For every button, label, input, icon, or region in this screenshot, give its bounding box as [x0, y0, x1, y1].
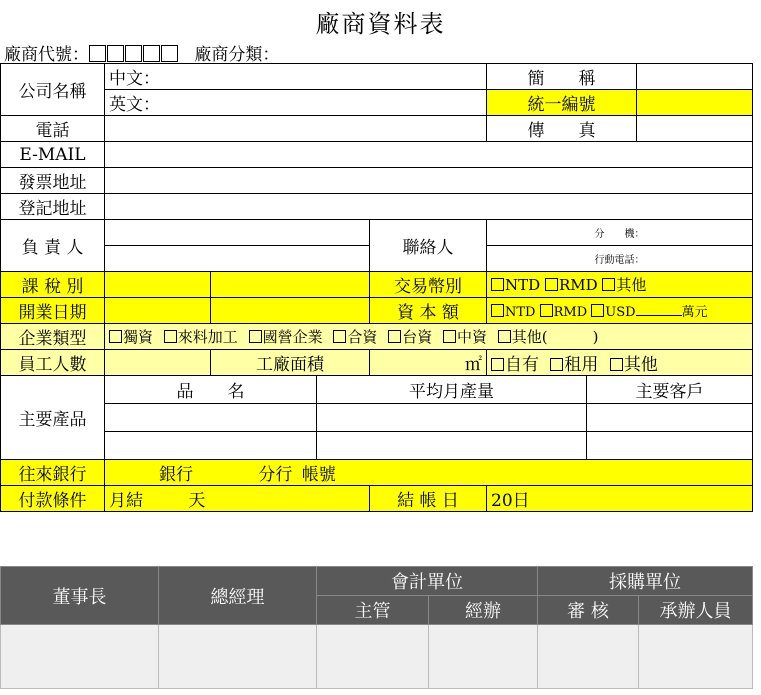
code-box[interactable]	[143, 45, 160, 62]
capital-unit: 萬元	[681, 305, 708, 320]
business-type-label: 企業類型	[1, 324, 105, 350]
supervisor-sign-cell[interactable]	[317, 625, 429, 689]
gm-header: 總經理	[159, 567, 317, 625]
option-label: 租用	[564, 355, 599, 375]
code-box[interactable]	[161, 45, 178, 62]
reviewer-header: 審 核	[538, 596, 639, 625]
days-text: 天	[188, 491, 206, 511]
employees-field[interactable]	[105, 350, 211, 376]
signoff-table	[0, 566, 753, 689]
english-name-field[interactable]	[105, 90, 487, 116]
bank-label: 往來銀行	[1, 460, 105, 486]
gm-sign-cell[interactable]	[159, 625, 317, 689]
code-box[interactable]	[125, 45, 142, 62]
reviewer-sign-cell[interactable]	[538, 625, 639, 689]
tax-type-field-2[interactable]	[211, 272, 370, 298]
extension-field[interactable]	[487, 220, 753, 246]
factory-area-field[interactable]	[370, 350, 487, 376]
short-name-label: 簡 稱	[487, 64, 637, 90]
product-name-cell[interactable]	[105, 404, 317, 432]
accounting-header: 會計單位	[317, 567, 538, 596]
capital-amount-blank[interactable]	[636, 315, 682, 316]
currency-label: 交易幣別	[370, 272, 487, 298]
checkbox-other[interactable]	[498, 330, 511, 343]
contact-label: 聯絡人	[370, 220, 487, 272]
chairman-sign-cell[interactable]	[1, 625, 159, 689]
capital-options	[487, 298, 753, 324]
checkbox-rented[interactable]	[550, 358, 563, 371]
registered-address-field[interactable]	[105, 194, 753, 220]
fax-field[interactable]	[637, 116, 753, 142]
avg-output-header: 平均月產量	[317, 376, 587, 404]
mobile-label: 行動電話：	[594, 255, 645, 266]
option-label: 其他( )	[511, 328, 599, 346]
option-label: 台資	[402, 328, 433, 346]
option-label: 中資	[456, 328, 487, 346]
english-label: 英文：	[109, 95, 160, 115]
option-label: 自有	[505, 355, 539, 375]
fax-label: 傳 真	[487, 116, 637, 142]
account-text: 帳號	[301, 465, 336, 485]
opening-date-field-2[interactable]	[211, 298, 370, 324]
option-label: RMD	[553, 305, 588, 320]
checkbox-other[interactable]	[610, 358, 623, 371]
closing-date-label: 結 帳 日	[370, 486, 487, 512]
business-type-options	[105, 324, 753, 350]
checkbox-rmd[interactable]	[540, 304, 553, 317]
vendor-code-line	[4, 40, 279, 65]
email-field[interactable]	[105, 142, 753, 168]
invoice-address-label: 發票地址	[1, 168, 105, 194]
main-customer-cell[interactable]	[587, 432, 753, 460]
staff-header: 承辦人員	[639, 596, 753, 625]
opening-date-label: 開業日期	[1, 298, 105, 324]
capital-label: 資 本 額	[370, 298, 487, 324]
option-label: 合資	[347, 328, 378, 346]
mobile-field[interactable]	[487, 246, 753, 272]
email-label: E-MAIL	[1, 142, 105, 168]
product-name-header: 品 名	[105, 376, 317, 404]
phone-label: 電話	[1, 116, 105, 142]
tax-id-label: 統一編號	[487, 90, 637, 116]
vendor-code-boxes[interactable]	[89, 45, 179, 65]
main-customer-cell[interactable]	[587, 404, 753, 432]
area-unit: ㎡	[465, 355, 482, 375]
code-box[interactable]	[107, 45, 124, 62]
extension-label: 分 機：	[594, 229, 645, 240]
supervisor-header: 主管	[317, 596, 429, 625]
bank-field[interactable]	[105, 460, 753, 486]
employees-label: 員工人數	[1, 350, 105, 376]
area-options	[487, 350, 753, 376]
checkbox-sole[interactable]	[109, 330, 122, 343]
payment-field[interactable]	[105, 486, 370, 512]
checkbox-other[interactable]	[602, 278, 615, 291]
registered-address-label: 登記地址	[1, 194, 105, 220]
tax-type-label: 課 稅 別	[1, 272, 105, 298]
checkbox-taiwan[interactable]	[388, 330, 401, 343]
option-label: 其他	[616, 276, 647, 294]
option-label: 來料加工	[177, 328, 238, 346]
company-name-label: 公司名稱	[1, 64, 105, 116]
opening-date-field-1[interactable]	[105, 298, 211, 324]
option-label: USD	[605, 305, 636, 320]
purchasing-header: 採購單位	[538, 567, 753, 596]
owner-field[interactable]	[105, 220, 370, 246]
avg-output-cell[interactable]	[317, 432, 587, 460]
checkbox-state[interactable]	[249, 330, 262, 343]
short-name-field[interactable]	[637, 64, 753, 90]
phone-field[interactable]	[105, 116, 487, 142]
option-label: 國營企業	[262, 328, 323, 346]
option-label: 獨資	[123, 328, 154, 346]
invoice-address-field[interactable]	[105, 168, 753, 194]
option-label: NTD	[505, 305, 536, 320]
checkbox-joint[interactable]	[333, 330, 346, 343]
option-label: NTD	[505, 276, 541, 294]
owner-field-2[interactable]	[105, 246, 370, 272]
checkbox-rmd[interactable]	[545, 278, 558, 291]
bank-text: 銀行	[159, 465, 193, 485]
code-box[interactable]	[89, 45, 106, 62]
products-label: 主要產品	[1, 376, 105, 460]
chinese-label: 中文：	[109, 69, 160, 89]
monthly-text: 月結	[109, 491, 143, 511]
factory-area-label: 工廠面積	[211, 350, 370, 376]
closing-date-field[interactable]: 20日	[487, 486, 753, 512]
handler-header: 經辦	[429, 596, 538, 625]
main-customers-header: 主要客戶	[587, 376, 753, 404]
payment-label: 付款條件	[1, 486, 105, 512]
vendor-code-label: 廠商代號：	[4, 45, 89, 65]
tax-id-field[interactable]	[637, 90, 753, 116]
avg-output-cell[interactable]	[317, 404, 587, 432]
checkbox-ntd[interactable]	[491, 304, 504, 317]
branch-text: 分行	[258, 465, 293, 485]
currency-options	[487, 272, 753, 298]
checkbox-ntd[interactable]	[491, 278, 504, 291]
checkbox-china[interactable]	[443, 330, 456, 343]
checkbox-owned[interactable]	[491, 358, 504, 371]
checkbox-usd[interactable]	[591, 304, 604, 317]
vendor-category-label: 廠商分類：	[194, 45, 280, 65]
staff-sign-cell[interactable]	[639, 625, 753, 689]
owner-label: 負 責 人	[1, 220, 105, 272]
checkbox-processing[interactable]	[164, 330, 177, 343]
chinese-name-field[interactable]	[105, 64, 487, 90]
vendor-form-table	[0, 63, 753, 512]
handler-sign-cell[interactable]	[429, 625, 538, 689]
chairman-header: 董事長	[1, 567, 159, 625]
tax-type-field-1[interactable]	[105, 272, 211, 298]
option-label: 其他	[623, 355, 658, 375]
page-title: 廠商資料表	[315, 10, 446, 38]
product-name-cell[interactable]	[105, 432, 317, 460]
option-label: RMD	[558, 276, 598, 294]
